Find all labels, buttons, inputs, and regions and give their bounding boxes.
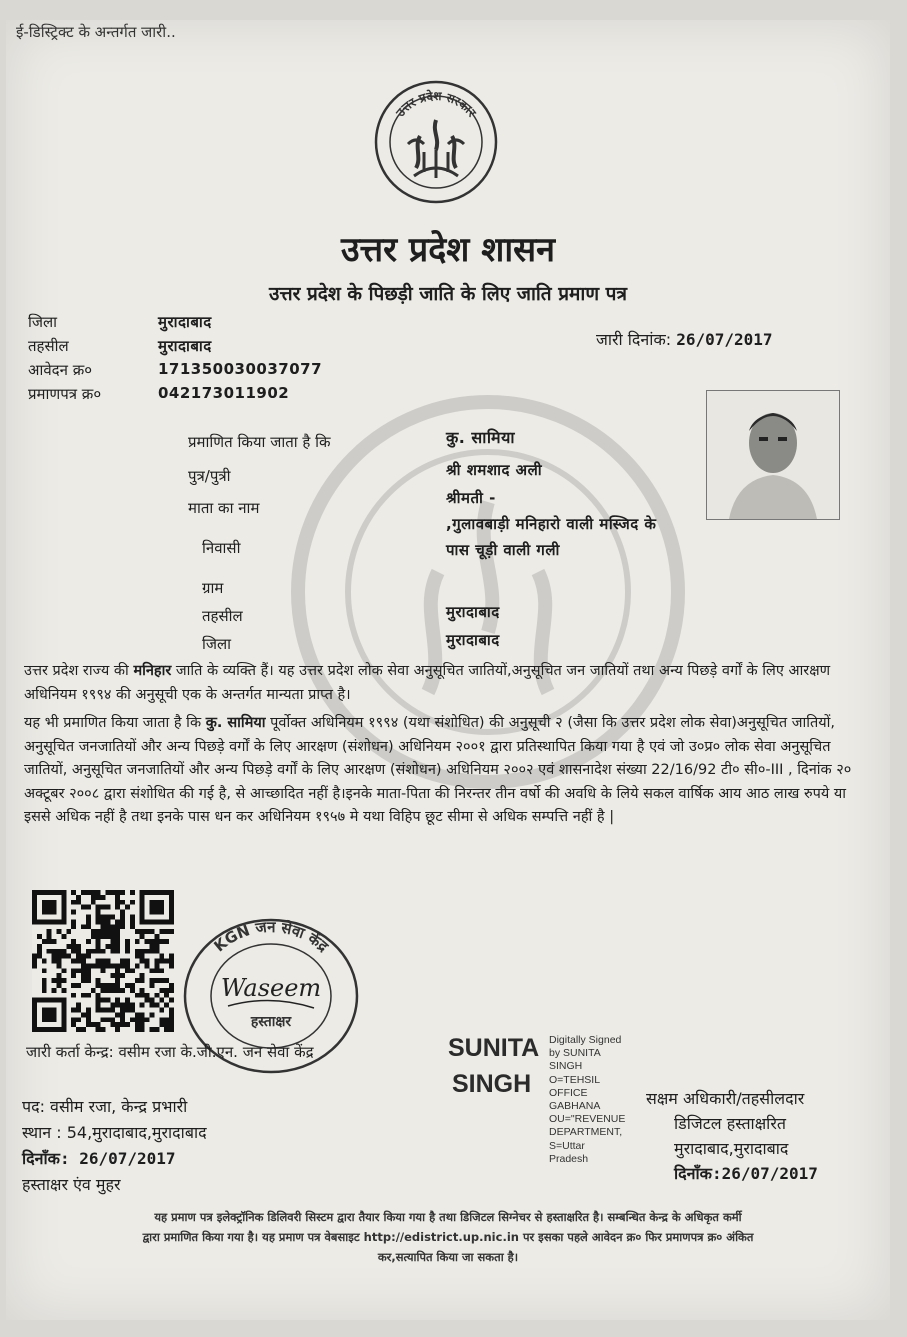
stamp-signature-label: हस्ताक्षर — [250, 1014, 292, 1030]
qr-code-icon — [32, 890, 174, 1032]
district-label: जिला — [28, 313, 58, 331]
stamp-signature: Waseem — [220, 974, 322, 1002]
detail-district-label: जिला — [202, 635, 232, 653]
certified-that-label: प्रमाणित किया जाता है कि — [188, 433, 331, 451]
signer-first-name: SUNITA — [448, 1034, 540, 1062]
certification-post: पूर्वोक्त अधिनियम १९९४ (यथा संशोधित) की अनुसूची २ (जैसा कि उत्तर प्रदेश लोक सेवा)अनुसूचित जातियों, अनुसूचित जनजातियों और अन्य पिछड़े वर्गों के लिए आरक्षण (संशोधन) अधिनियम २००१ द्वारा प्रतिस्थापित किया गया है एवं जो उ०प्र० लोक सेवा अनुसूचित जातियों, अनुसूचित जनजातियों और अन्य पिछड़े वर्गों के लिए आरक्षण (संशोधन) अधिनियम २००२ एवं शासनादेश संख्या 22/16/92 टी० सी०-III , दिनांक २० अक्टूबर २००८ द्वारा संशोधित की गई है, से आच्छादित नहीं है।इनके माता-पिता की निरन्तर तीन वर्षो की अवधि के लिये सकल वार्षिक आय आठ लाख रुपये या इससे अधिक नहीं है तथा इनके पास धन कर अधिनियम १९५७ मे यथा विहिप छूट सीमा से अधिक सम्पत्ति नहीं है | — [24, 715, 852, 825]
issue-date-value: 26/07/2017 — [676, 330, 773, 349]
issuing-center: जारी कर्ता केन्द्र: वसीम रजा के.जी.एन. जन सेवा केंद्र — [26, 1043, 314, 1061]
center-incharge-block — [22, 1094, 207, 1198]
issue-date-label: जारी दिनांक: — [596, 330, 672, 349]
signer-last-name: SINGH — [452, 1070, 532, 1098]
detail-tehsil-value: मुरादाबाद — [446, 603, 500, 621]
certificate-no-value: 042173011902 — [158, 384, 290, 402]
digsig-line: Pradesh — [549, 1152, 589, 1165]
certificate-page — [6, 20, 890, 1320]
digital-signature-details — [549, 1034, 649, 1166]
applicant-photo — [706, 390, 840, 520]
mother-name-label: माता का नाम — [188, 499, 260, 517]
caste-name: मनिहार — [133, 663, 172, 679]
address-line-2: पास चूड़ी वाली गली — [446, 541, 560, 559]
footer-line: यह प्रमाण पत्र इलेक्ट्रॉनिक डिलिवरी सिस्टम द्वारा तैयार किया गया है तथा डिजिटल सिग्नेचर से हस्ताक्षरित है। सम्बन्धित केन्द्र के अधिकृत कर्मी — [154, 1210, 742, 1224]
competent-authority-block — [646, 1086, 818, 1186]
caste-statement — [24, 660, 874, 707]
village-label: ग्राम — [202, 579, 224, 597]
district-value: मुरादाबाद — [158, 313, 212, 331]
sign-seal-line: हस्ताक्षर एंव मुहर — [22, 1175, 121, 1194]
authority-place: मुरादाबाद,मुरादाबाद — [674, 1139, 789, 1158]
certification-pre: यह भी प्रमाणित किया जाता है कि — [24, 715, 206, 731]
verification-footer — [16, 1207, 880, 1267]
detail-district-value: मुरादाबाद — [446, 631, 500, 649]
document-subtitle: उत्तर प्रदेश के पिछड़ी जाति के लिए जाति प्रमाण पत्र — [269, 283, 627, 305]
up-govt-emblem-icon — [374, 80, 498, 204]
son-daughter-label: पुत्र/पुत्री — [188, 467, 231, 485]
tehsil-value: मुरादाबाद — [158, 337, 212, 355]
digitally-signed-line: डिजिटल हस्ताक्षरित — [674, 1114, 786, 1133]
certification-statement — [24, 712, 874, 830]
svg-text:उत्तर प्रदेश सरकार: उत्तर प्रदेश सरकार — [393, 88, 479, 120]
application-no-value: 171350030037077 — [158, 360, 323, 378]
footer-line: कर,सत्यापित किया जा सकता है। — [377, 1250, 519, 1264]
address-line-1: ,गुलावबाड़ी मनिहारो वाली मस्जिद के — [446, 515, 657, 533]
footer-line: द्वारा प्रमाणित किया गया है। यह प्रमाण पत्र वेबसाइट http://edistrict.up.nic.in पर इसका पहले आवेदन क्र० फिर प्रमाणपत्र क्र० अंकित — [142, 1230, 754, 1244]
edistrict-note: ई-डिस्ट्रिक्ट के अन्तर्गत जारी.. — [16, 23, 176, 41]
digsig-line: GABHANA — [549, 1100, 601, 1113]
digsig-line: Digitally Signed — [549, 1034, 622, 1046]
authority-date: दिनाँक:26/07/2017 — [674, 1164, 818, 1183]
document-title: उत्तर प्रदेश शासन — [340, 230, 555, 270]
issue-date — [596, 328, 773, 350]
date-line: दिनाँक: 26/07/2017 — [22, 1149, 176, 1168]
digsig-line: by SUNITA — [549, 1047, 601, 1060]
digsig-line: O=TEHSIL — [549, 1073, 601, 1086]
digsig-line: SINGH — [549, 1060, 583, 1073]
applicant-name: कु. सामिया — [446, 428, 516, 447]
stamp-ring-text: KGN जन सेवा केंद्र — [210, 917, 332, 956]
authority-title: सक्षम अधिकारी/तहसीलदार — [646, 1089, 805, 1108]
detail-tehsil-label: तहसील — [202, 607, 243, 625]
certificate-no-label: प्रमाणपत्र क्र० — [28, 385, 102, 403]
caste-statement-post: जाति के व्यक्ति हैं। यह उत्तर प्रदेश लोक सेवा अनुसूचित जातियों,अनुसूचित जन जातियों तथा अन्य पिछड़े वर्गों के लिए आरक्षण अधिनियम १९९४ की अनुसूची एक के अन्तर्गत मान्यता प्राप्त है। — [24, 663, 831, 703]
tehsil-label: तहसील — [28, 337, 69, 355]
digsig-line: OU="REVENUE — [549, 1113, 626, 1126]
post-line: पद: वसीम रजा, केन्द्र प्रभारी — [22, 1097, 188, 1116]
place-line: स्थान : 54,मुरादाबाद,मुरादाबाद — [22, 1123, 207, 1142]
mother-name: श्रीमती - — [446, 489, 496, 507]
application-no-label: आवेदन क्र० — [28, 361, 93, 379]
caste-statement-pre: उत्तर प्रदेश राज्य की — [24, 663, 134, 679]
father-name: श्री शमशाद अली — [446, 461, 543, 479]
resident-label: निवासी — [202, 539, 241, 557]
person-photo-icon — [707, 391, 839, 519]
digsig-line: S=Uttar — [549, 1139, 585, 1152]
digsig-line: OFFICE — [549, 1086, 588, 1099]
certification-name: कु. सामिया — [205, 715, 266, 731]
digsig-line: DEPARTMENT, — [549, 1126, 623, 1139]
svg-text:KGN जन सेवा केंद्र — [210, 918, 332, 956]
